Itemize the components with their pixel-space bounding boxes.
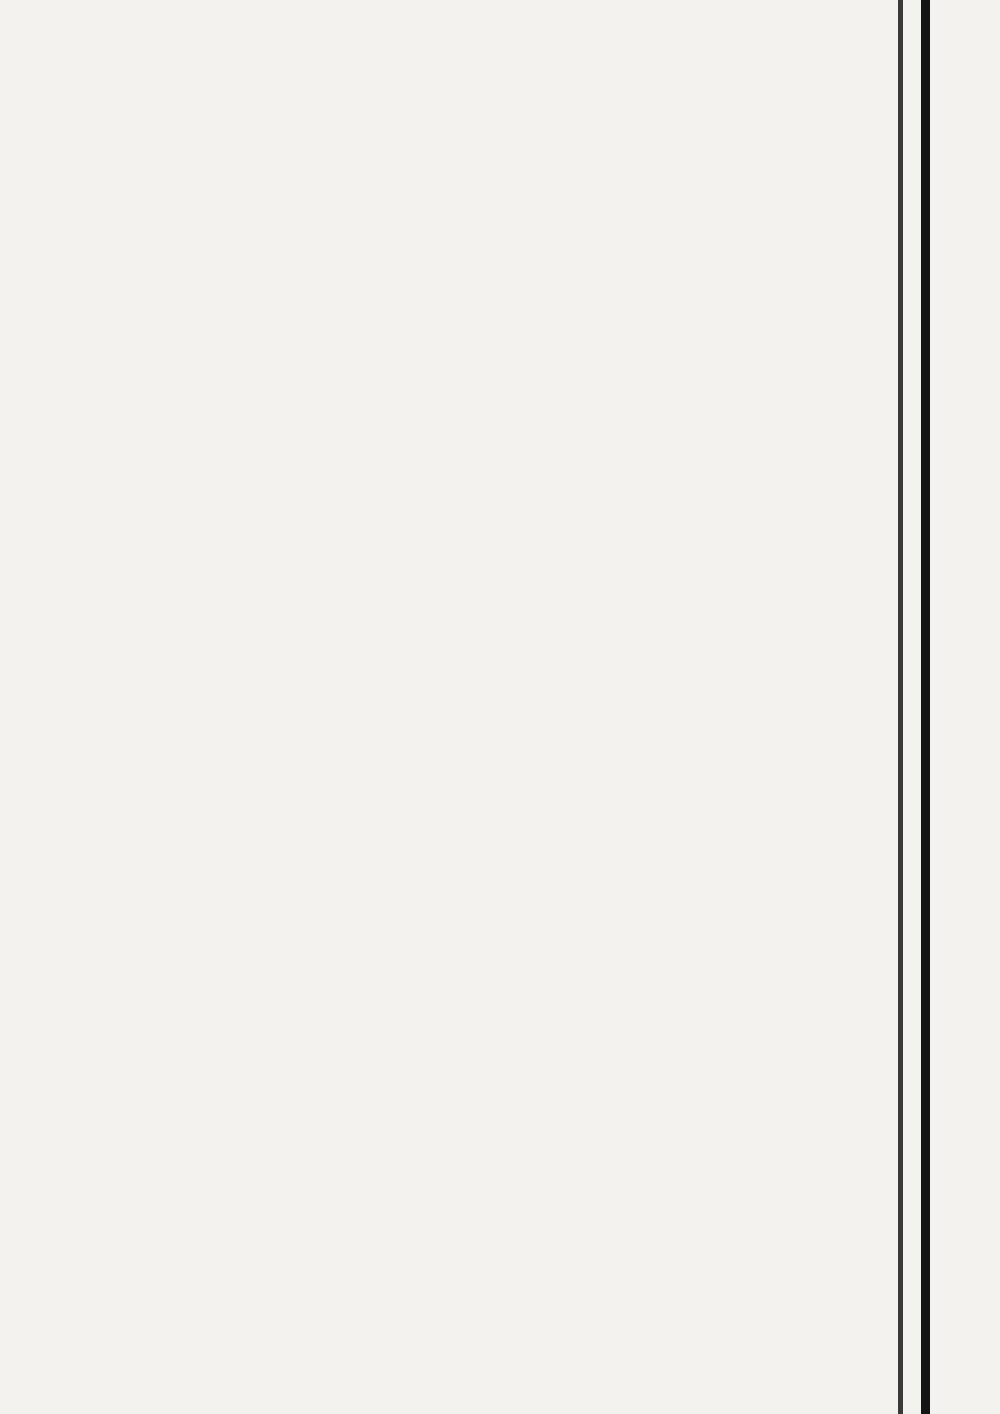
- running-header: [104, 18, 894, 48]
- main-column: [104, 18, 894, 78]
- page-gutter: [921, 0, 930, 1414]
- column-divider: [898, 0, 903, 1414]
- adjacent-page-fragment: [932, 70, 1000, 1410]
